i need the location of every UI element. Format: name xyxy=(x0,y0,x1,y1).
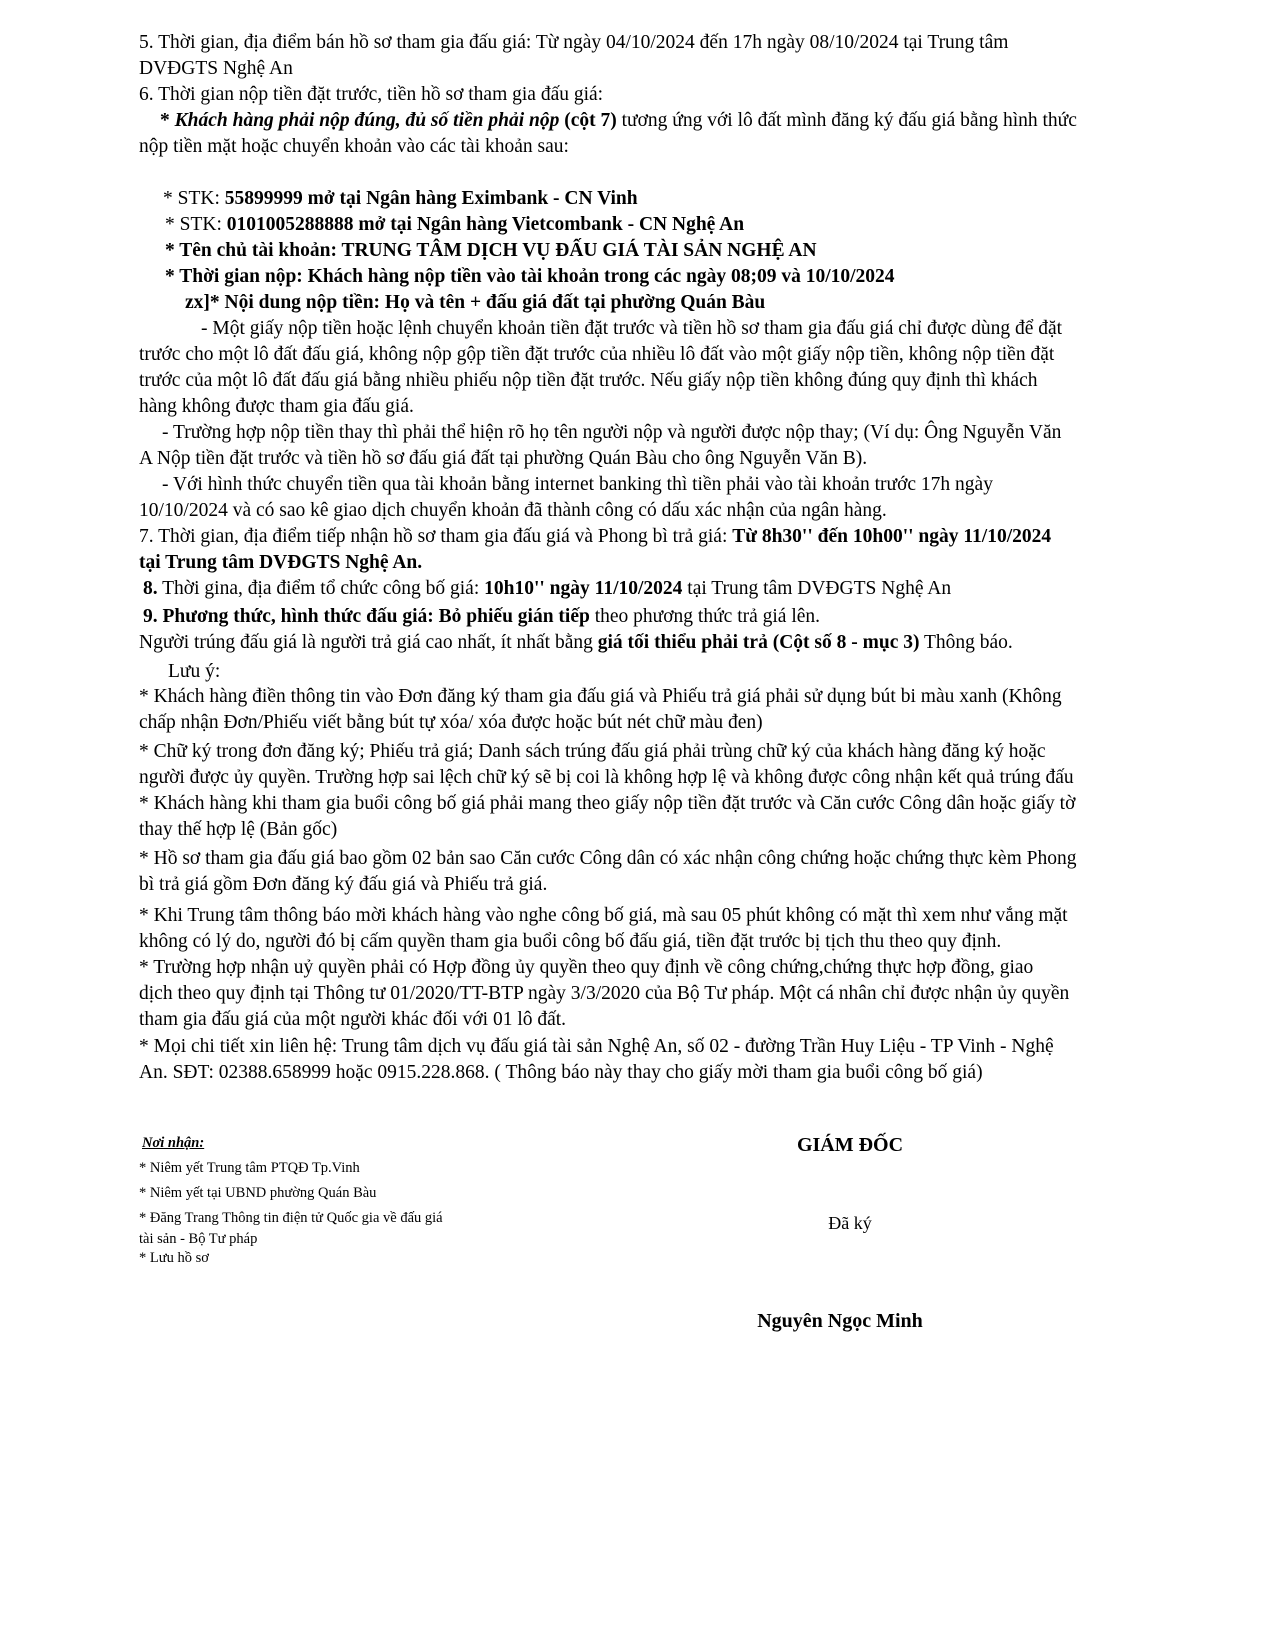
account-2-prefix: * STK: xyxy=(165,214,227,235)
section-5-line-1: 5. Thời gian, địa điểm bán hồ sơ tham gia đấu giá: Từ ngày 04/10/2024 đến 17h ngày 08/10/2024 tại Trung tâm xyxy=(139,32,1009,53)
section-7-time: Từ 8h30'' đến 10h00'' ngày 11/10/2024 xyxy=(732,526,1052,547)
section-8-time: 10h10'' ngày 11/10/2024 xyxy=(484,578,683,599)
recipient-3-line-1: * Đăng Trang Thông tin điện tử Quốc gia về đấu giá xyxy=(139,1210,443,1226)
section-6-note-line-1 xyxy=(139,108,1169,134)
section-5-line-2: DVĐGTS Nghệ An xyxy=(139,58,293,79)
note-6-line-3: tham gia đấu giá của một người khác đối với 01 lô đất. xyxy=(139,1009,567,1030)
section-7-line-1 xyxy=(139,524,1169,550)
recipients xyxy=(139,1134,559,1268)
section-9-line-2 xyxy=(139,630,1169,656)
account-owner: * Tên chủ tài khoản: TRUNG TÂM DỊCH VỤ ĐẤU GIÁ TÀI SẢN NGHỆ AN xyxy=(165,240,817,261)
section-9-winner-text: Người trúng đấu giá là người trả giá cao nhất, ít nhất bằng xyxy=(139,632,598,653)
recipient-3-line-2: tài sản - Bộ Tư pháp xyxy=(139,1231,258,1247)
section-7-text: 7. Thời gian, địa điểm tiếp nhận hồ sơ tham gia đấu giá và Phong bì trả giá: xyxy=(139,526,733,547)
note-rest: tương ứng với lô đất mình đăng ký đấu giá bằng hình thức xyxy=(616,110,1077,131)
recipient-4: * Lưu hồ sơ xyxy=(139,1250,209,1266)
section-8-number: 8. xyxy=(143,578,158,599)
payment-content: zx]* Nội dung nộp tiền: Họ và tên + đấu giá đất tại phường Quán Bàu xyxy=(185,292,766,313)
section-8-text: Thời gina, địa điểm tổ chức công bố giá: xyxy=(157,578,485,599)
note-1-line-2: chấp nhận Đơn/Phiếu viết bằng bút tự xóa/ xóa được hoặc bút nét chữ màu đen) xyxy=(139,712,763,733)
rule-2-line-2: A Nộp tiền đặt trước và tiền hồ sơ đấu giá đất tại phường Quán Bàu cho ông Nguyễn Văn B). xyxy=(139,448,868,469)
section-9-notice: Thông báo. xyxy=(919,632,1013,653)
signature-signed: Đã ký xyxy=(828,1213,872,1233)
rule-1-line-4: hàng không được tham gia đấu giá. xyxy=(139,396,414,417)
recipient-1: * Niêm yết Trung tâm PTQĐ Tp.Vinh xyxy=(139,1160,360,1176)
note-7-line-1: * Mọi chi tiết xin liên hệ: Trung tâm dịch vụ đấu giá tài sản Nghệ An, số 02 - đường Trần Huy Liệu - TP Vinh - Nghệ xyxy=(139,1036,1054,1057)
section-6 xyxy=(139,82,1169,160)
note-1-line-1: * Khách hàng điền thông tin vào Đơn đăng ký tham gia đấu giá và Phiếu trả giá phải sử dụng bút bi màu xanh (Không xyxy=(139,686,1062,707)
section-9-line-1 xyxy=(139,604,1169,630)
note-3-line-1: * Khách hàng khi tham gia buổi công bố giá phải mang theo giấy nộp tiền đặt trước và Căn cước Công dân hoặc giấy tờ xyxy=(139,793,1076,814)
note-7-line-2: An. SĐT: 02388.658999 hoặc 0915.228.868. ( Thông báo này thay cho giấy mời tham gia buổi công bố giá) xyxy=(139,1062,983,1083)
section-9-method: 9. Phương thức, hình thức đấu giá: Bỏ phiếu gián tiếp xyxy=(143,606,590,627)
note-3-line-2: thay thế hợp lệ (Bản gốc) xyxy=(139,819,338,840)
section-8-line xyxy=(139,576,1169,602)
section-9-minimum-price: giá tối thiểu phải trả (Cột số 8 - mục 3) xyxy=(597,632,920,653)
note-2-line-2: người được ủy quyền. Trường hợp sai lệch chữ ký sẽ bị coi là không hợp lệ và không được công nhận kết quả trúng đấu xyxy=(139,767,1074,788)
section-8 xyxy=(139,576,1169,602)
section-6-note-line-2: nộp tiền mặt hoặc chuyển khoản vào các tài khoản sau: xyxy=(139,136,569,157)
recipient-2: * Niêm yết tại UBND phường Quán Bàu xyxy=(139,1185,377,1201)
rule-1-line-3: trước của một lô đất đấu giá bằng nhiều phiếu nộp tiền đặt trước. Nếu giấy nộp tiền không đúng quy định thì khách xyxy=(139,370,1038,391)
note-7 xyxy=(139,1034,1169,1086)
rule-1-line-1: - Một giấy nộp tiền hoặc lệnh chuyển khoản tiền đặt trước và tiền hồ sơ tham gia đấu giá chỉ được dùng để đặt xyxy=(201,318,1063,339)
rule-3-line-2: 10/10/2024 và có sao kê giao dịch chuyển khoản đã thành công có dấu xác nhận của ngân hàng. xyxy=(139,500,887,521)
note-4-line-2: bì trả giá gồm Đơn đăng ký đấu giá và Phiếu trả giá. xyxy=(139,874,548,895)
payment-rules xyxy=(139,316,1169,524)
note-bold-italic: Khách hàng phải nộp đúng, đủ số tiền phải nộp xyxy=(174,110,560,131)
note-6-line-1: * Trường hợp nhận uỷ quyền phải có Hợp đồng ủy quyền theo quy định về công chứng,chứng thực hợp đồng, giao xyxy=(139,957,1034,978)
notes-title: Lưu ý: xyxy=(168,661,221,682)
note-column: (cột 7) xyxy=(559,110,617,131)
note-5-line-1: * Khi Trung tâm thông báo mời khách hàng vào nghe công bố giá, mà sau 05 phút không có mặt thì xem như vắng mặt xyxy=(139,905,1068,926)
payment-time: * Thời gian nộp: Khách hàng nộp tiền vào tài khoản trong các ngày 08;09 và 10/10/2024 xyxy=(165,266,895,287)
section-8-place: tại Trung tâm DVĐGTS Nghệ An xyxy=(682,578,952,599)
account-1-detail: 55899999 mở tại Ngân hàng Eximbank - CN Vinh xyxy=(224,188,638,209)
account-2 xyxy=(139,212,1169,238)
signature-name: Nguyên Ngọc Minh xyxy=(757,1310,923,1332)
account-2-detail: 0101005288888 mở tại Ngân hàng Vietcombank - CN Nghệ An xyxy=(226,214,745,235)
bank-accounts xyxy=(139,186,1169,316)
note-5 xyxy=(139,903,1169,955)
rule-2-line-1: - Trường hợp nộp tiền thay thì phải thể hiện rõ họ tên người nộp và người được nộp thay; (Ví dụ: Ông Nguyễn Văn xyxy=(162,422,1062,443)
note-2-line-1: * Chữ ký trong đơn đăng ký; Phiếu trả giá; Danh sách trúng đấu giá phải trùng chữ ký của khách hàng đăng ký hoặc xyxy=(139,741,1046,762)
note-4 xyxy=(139,846,1169,898)
note-star: * xyxy=(160,110,175,131)
note-3 xyxy=(139,791,1169,843)
note-6-line-2: dịch theo quy định tại Thông tư 01/2020/TT-BTP ngày 3/3/2020 của Bộ Tư pháp. Một cá nhân chỉ được nhận ủy quyền xyxy=(139,983,1070,1004)
signature-title: GIÁM ĐỐC xyxy=(796,1134,904,1156)
account-1 xyxy=(139,186,1169,212)
section-9-text: theo phương thức trả giá lên. xyxy=(589,606,821,627)
note-4-line-1: * Hồ sơ tham gia đấu giá bao gồm 02 bản sao Căn cước Công dân có xác nhận công chứng hoặc chứng thực kèm Phong xyxy=(139,848,1077,869)
section-7 xyxy=(139,524,1169,576)
section-9 xyxy=(139,604,1169,656)
note-2 xyxy=(139,739,1169,791)
note-6 xyxy=(139,955,1169,1033)
account-1-prefix: * STK: xyxy=(163,188,225,209)
section-6-heading: 6. Thời gian nộp tiền đặt trước, tiền hồ sơ tham gia đấu giá: xyxy=(139,84,604,105)
note-1 xyxy=(139,684,1169,736)
notes-title-block xyxy=(139,659,1169,685)
rule-1-line-2: trước cho một lô đất đấu giá, không nộp gộp tiền đặt trước của nhiều lô đất vào một giấy nộp tiền, không nộp tiền đặt xyxy=(139,344,1055,365)
section-5 xyxy=(139,30,1169,82)
note-5-line-2: không có lý do, người đó bị cấm quyền tham gia buổi công bố đấu giá, tiền đặt trước bị tịch thu theo quy định. xyxy=(139,931,1002,952)
section-7-line-2: tại Trung tâm DVĐGTS Nghệ An. xyxy=(139,552,423,573)
rule-3-line-1: - Với hình thức chuyển tiền qua tài khoản bằng internet banking thì tiền phải vào tài khoản trước 17h ngày xyxy=(162,474,993,495)
recipients-title: Nơi nhận: xyxy=(142,1135,205,1151)
